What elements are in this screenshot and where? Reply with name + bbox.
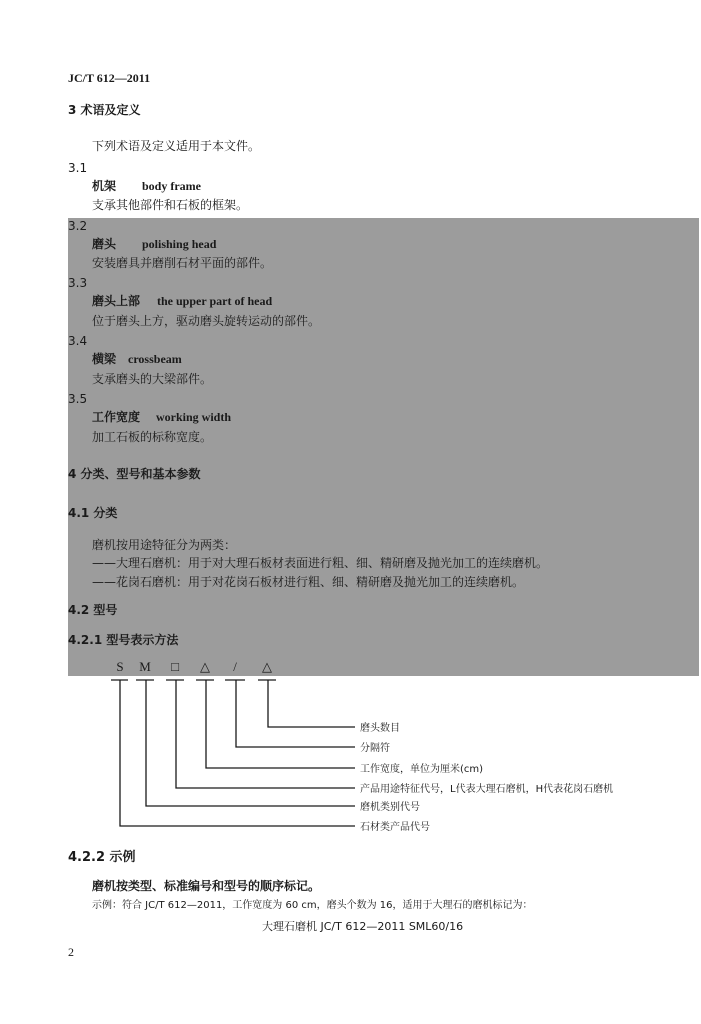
term-definition: 加工石板的标称宽度。 (92, 430, 213, 444)
model-symbols (116, 659, 272, 674)
section-3-heading: 3 术语及定义 (68, 103, 141, 117)
section-4-heading: 4 分类、型号和基本参数 (68, 467, 201, 481)
term-definition: 位于磨头上方，驱动磨头旋转运动的部件。 (92, 314, 321, 328)
term-name-zh: 磨头上部 (92, 294, 141, 308)
model-symbol: △ (200, 659, 210, 674)
term-name-en: the upper part of head (157, 294, 273, 308)
term-name-zh: 磨头 (92, 237, 117, 251)
section-4-1-heading: 4.1 分类 (68, 506, 118, 520)
classification-item: ——花岗石磨机：用于对花岗石板材进行粗、细、精研磨及抛光加工的连续磨机。 (92, 575, 525, 589)
term-number: 3.3 (68, 276, 88, 290)
model-label: 磨头数目 (360, 723, 400, 734)
example-text: 示例：符合 JC/T 612—2011，工作宽度为 60 cm，磨头个数为 16，适用于大理石的磨机标记为： (92, 900, 533, 911)
model-label: 石材类产品代号 (360, 822, 430, 833)
model-label: 工作宽度，单位为厘米(cm) (360, 764, 484, 775)
term-definition: 支承其他部件和石板的框架。 (92, 198, 249, 212)
term-number: 3.5 (68, 392, 88, 406)
term-name-zh: 机架 (92, 179, 117, 193)
section-4-2-heading: 4.2 型号 (68, 603, 118, 617)
classification-item: ——大理石磨机：用于对大理石板材表面进行粗、细、精研磨及抛光加工的连续磨机。 (92, 556, 549, 570)
model-label: 分隔符 (360, 743, 390, 754)
term-name-en: body frame (142, 179, 201, 193)
section-4-1-intro: 磨机按用途特征分为两类： (92, 538, 237, 552)
example-description: 磨机按类型、标准编号和型号的顺序标记。 (92, 879, 321, 893)
term-number: 3.4 (68, 334, 88, 348)
model-label: 磨机类别代号 (360, 802, 420, 813)
term-name-en: working width (156, 410, 232, 424)
model-symbol: △ (262, 659, 272, 674)
term-name-en: crossbeam (128, 352, 182, 366)
model-label: 产品用途特征代号，L代表大理石磨机，H代表花岗石磨机 (360, 784, 614, 795)
model-symbol: S (116, 659, 124, 674)
term-name-en: polishing head (142, 237, 217, 251)
term-number: 3.1 (68, 161, 88, 175)
standard-code-header: JC/T 612—2011 (68, 71, 151, 85)
term-name-zh: 横梁 (92, 352, 117, 366)
model-labels (360, 721, 613, 833)
term-name-zh: 工作宽度 (92, 410, 141, 424)
model-symbol: □ (171, 659, 179, 674)
section-4-2-1-heading: 4.2.1 型号表示方法 (68, 633, 179, 647)
term-definition: 安装磨具并磨削石材平面的部件。 (92, 256, 273, 270)
page-number: 2 (68, 945, 74, 959)
model-symbol: M (139, 659, 151, 674)
term-definition: 支承磨头的大梁部件。 (92, 372, 213, 386)
example-marking: 大理石磨机 JC/T 612—2011 SML60/16 (262, 920, 464, 933)
model-symbol: / (233, 659, 237, 674)
section-4-2-2-heading: 4.2.2 示例 (68, 850, 136, 865)
section-3-intro: 下列术语及定义适用于本文件。 (92, 139, 261, 153)
connector-lines (111, 680, 355, 826)
term-number: 3.2 (68, 219, 88, 233)
